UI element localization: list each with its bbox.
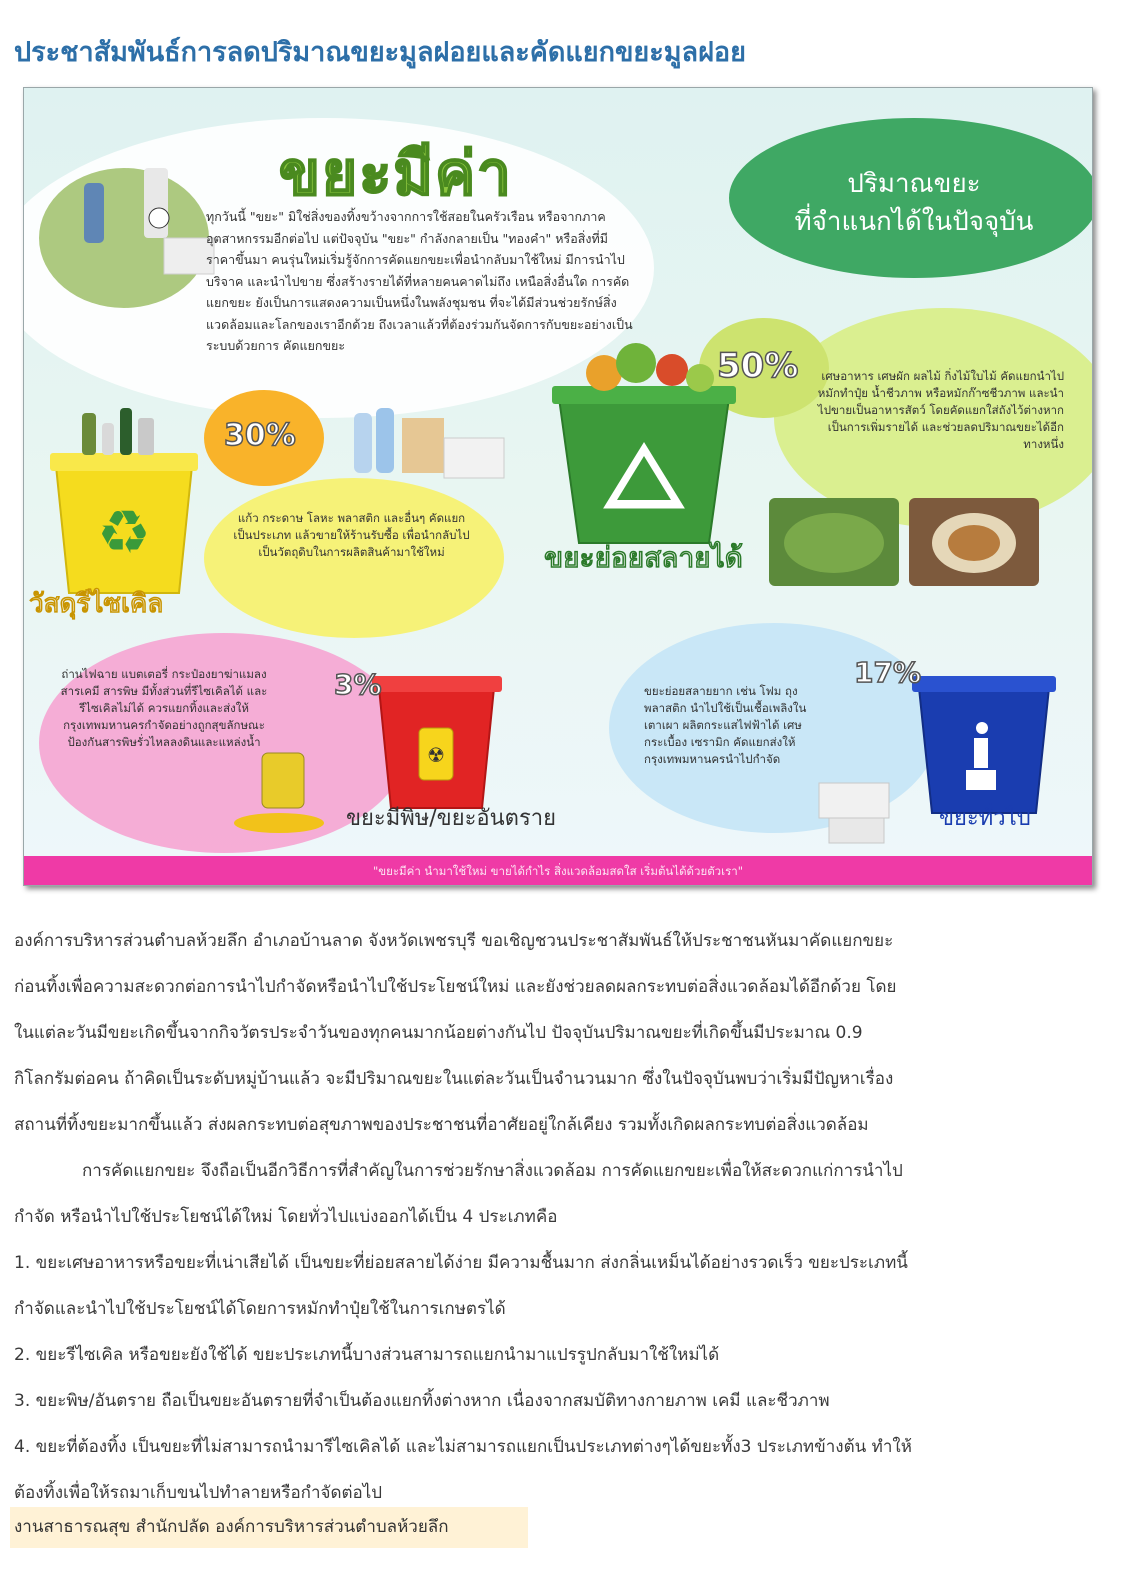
- waste-sorting-poster: [23, 87, 1093, 886]
- body-line: กิโลกรัมต่อคน ถ้าคิดเป็นระดับหมู่บ้านแล้ว จะมีปริมาณขยะในแต่ละวันเป็นจำนวนมาก ซึ่งในปัจจุบันพบว่าเริ่มมีปัญหาเรื่อง: [14, 1069, 894, 1089]
- recycle-percent: 30%: [224, 418, 296, 453]
- recycle-description: แก้ว กระดาษ โลหะ พลาสติก และอื่นๆ คัดแยกเป็นประเภท แล้วขายให้ร้านรับซื้อ เพื่อนำกลับไปเป็นวัตถุดิบในการผลิตสินค้ามาใช้ใหม่: [233, 511, 470, 559]
- poster-heading: ขยะมีค่า: [279, 139, 513, 209]
- list-item-continued: กำจัดและนำไปใช้ประโยชน์ได้โดยการหมักทำปุ๋ยใช้ในการเกษตรได้: [14, 1299, 506, 1319]
- compost-percent: 50%: [717, 346, 799, 386]
- hazard-percent: 3%: [334, 668, 382, 701]
- compost-bin-icon: [552, 343, 736, 543]
- poster-intro: ทุกวันนี้ "ขยะ" มิใช่สิ่งของทิ้งขว้างจากการใช้สอยในครัวเรือน หรือจากภาคอุตสาหกรรมอีกต่อไป แต่ปัจจุบัน "ขยะ" กำลังกลายเป็น "ทองคำ" หรือสิ่งที่มีราคาขึ้นมา คนรุ่นใหม่เริ่มรู้จักการคัดแยกขยะเพื่อนำกลับมาใช้ใหม่ มีการนำไปบริจาค และนำไปขาย ซึ่งสร้างรายได้ที่หลายคนคาดไม่ถึง เหนือสิ่งอื่นใด การคัดแยกขยะ ยังเป็นการแสดงความเป็นหนึ่งในพลังชุมชน ที่จะได้มีส่วนช่วยรักษ์สิ่งแวดล้อมและโลกของเราอีกด้วย ถึงเวลาแล้วที่ต้องร่วมกันจัดการกับขยะอย่างเป็นระบบด้วยการ คัดแยกขยะ: [206, 209, 633, 353]
- page-title: ประชาสัมพันธ์การลดปริมาณขยะมูลฝอยและคัดแยกขยะมูลฝอย: [14, 37, 746, 68]
- bottle-icon: [354, 413, 372, 473]
- author-note: งานสาธารณสุข สำนักปลัด องค์การบริหารส่วนตำบลห้วยลึก: [10, 1507, 528, 1548]
- general-label: ขยะทั่วไป: [939, 806, 1031, 831]
- hazard-description: ถ่านไฟฉาย แบตเตอรี่ กระป๋องยาฆ่าแมลง สารเคมี สารพิษ มีทั้งส่วนที่รีไซเคิลได้ และรีไซเคิลไม่ได้ ควรแยกทิ้งและส่งให้กรุงเทพมหานครกำจัดอย่างถูกสุขลักษณะ ป้องกันสารพิษรั่วไหลลงดินและแหล่งน้ำ: [60, 667, 268, 749]
- body-line: ในแต่ละวันมีขยะเกิดขึ้นจากกิจวัตรประจำวันของทุกคนมากน้อยต่างกันไป ปัจจุบันปริมาณขยะที่เกิดขึ้นมีประมาณ 0.9: [14, 1023, 863, 1043]
- list-item: 3. ขยะพิษ/อันตราย ถือเป็นขยะอันตรายที่จำเป็นต้องแยกทิ้งต่างหาก เนื่องจากสมบัติทางกายภาพ เคมี และชีวภาพ: [14, 1391, 830, 1411]
- body-line: การคัดแยกขยะ จึงถือเป็นอีกวิธีการที่สำคัญในการช่วยรักษาสิ่งแวดล้อม การคัดแยกขยะเพื่อให้สะดวกแก่การนำไป: [82, 1161, 903, 1181]
- body-line: องค์การบริหารส่วนตำบลห้วยลึก อำเภอบ้านลาด จังหวัดเพชรบุรี ขอเชิญชวนประชาสัมพันธ์ให้ประชาชนหันมาคัดแยกขยะ: [14, 931, 894, 951]
- list-item-continued: ต้องทิ้งเพื่อให้รถมาเก็บขนไปทำลายหรือกำจัดต่อไป: [14, 1483, 383, 1503]
- cloud-title-line2: ที่จำแนกได้ในปัจจุบัน: [794, 207, 1034, 237]
- body-line: ก่อนทิ้งเพื่อความสะดวกต่อการนำไปกำจัดหรือนำไปใช้ประโยชน์ใหม่ และยังช่วยลดผลกระทบต่อสิ่งแวดล้อมได้อีกด้วย โดย: [14, 977, 897, 997]
- list-item: 4. ขยะที่ต้องทิ้ง เป็นขยะที่ไม่สามารถนำมารีไซเคิลได้ และไม่สามารถแยกเป็นประเภทต่างๆได้ขยะทั้ง3 ประเภทข้างต้น ทำให้: [14, 1437, 912, 1457]
- general-percent: 17%: [854, 656, 922, 689]
- list-item: 2. ขยะรีไซเคิล หรือขยะยังใช้ได้ ขยะประเภทนี้บางส่วนสามารถแยกนำมาแปรรูปกลับมาใช้ใหม่ได้: [14, 1345, 720, 1365]
- article-body: [14, 918, 1108, 1516]
- svg-text:☢: ☢: [427, 743, 445, 767]
- body-line: สถานที่ทิ้งขยะมากขึ้นแล้ว ส่งผลกระทบต่อสุขภาพของประชาชนที่อาศัยอยู่ใกล้เคียง รวมทั้งเกิดผลกระทบต่อสิ่งแวดล้อม: [14, 1115, 869, 1135]
- cloud-title-line1: ปริมาณขยะ: [847, 169, 981, 199]
- recycle-label: วัสดุรีไซเคิล: [29, 589, 164, 619]
- list-item: 1. ขยะเศษอาหารหรือขยะที่เน่าเสียได้ เป็นขยะที่ย่อยสลายได้ง่าย มีความชื้นมาก ส่งกลิ่นเหม็นได้อย่างรวดเร็ว ขยะประเภทนี้: [14, 1253, 908, 1273]
- compost-label: ขยะย่อยสลายได้: [544, 541, 743, 574]
- hazard-label: ขยะมีพิษ/ขยะอันตราย: [346, 806, 557, 831]
- svg-text:♻: ♻: [97, 498, 151, 568]
- body-line: กำจัด หรือนำไปใช้ประโยชน์ได้ใหม่ โดยทั่วไปแบ่งออกได้เป็น 4 ประเภทคือ: [14, 1207, 558, 1227]
- compost-description: เศษอาหาร เศษผัก ผลไม้ กิ่งไม้ใบไม้ คัดแยกนำไปหมักทำปุ๋ย น้ำชีวภาพ หรือหมักก๊าซชีวภาพ และนำไปขายเป็นอาหารสัตว์ โดยคัดแยกใส่ถังไว้ต่างหาก เป็นการเพิ่มรายได้ และช่วยลดปริมาณขยะได้อีกทางหนึ่ง: [817, 369, 1064, 451]
- slogan-text: "ขยะมีค่า นำมาใช้ใหม่ ขายได้กำไร สิ่งแวดล้อมสดใส เริ่มต้นได้ด้วยตัวเรา": [372, 864, 743, 878]
- general-description: ขยะย่อยสลายยาก เช่น โฟม ถุงพลาสติก นำไปใช้เป็นเชื้อเพลิงในเตาเผา ผลิตกระแสไฟฟ้าได้ เศษกระเบื้อง เซรามิก คัดแยกส่งให้กรุงเทพมหานครนำไปกำจัด: [644, 684, 807, 766]
- recycle-bin-icon: [50, 408, 198, 593]
